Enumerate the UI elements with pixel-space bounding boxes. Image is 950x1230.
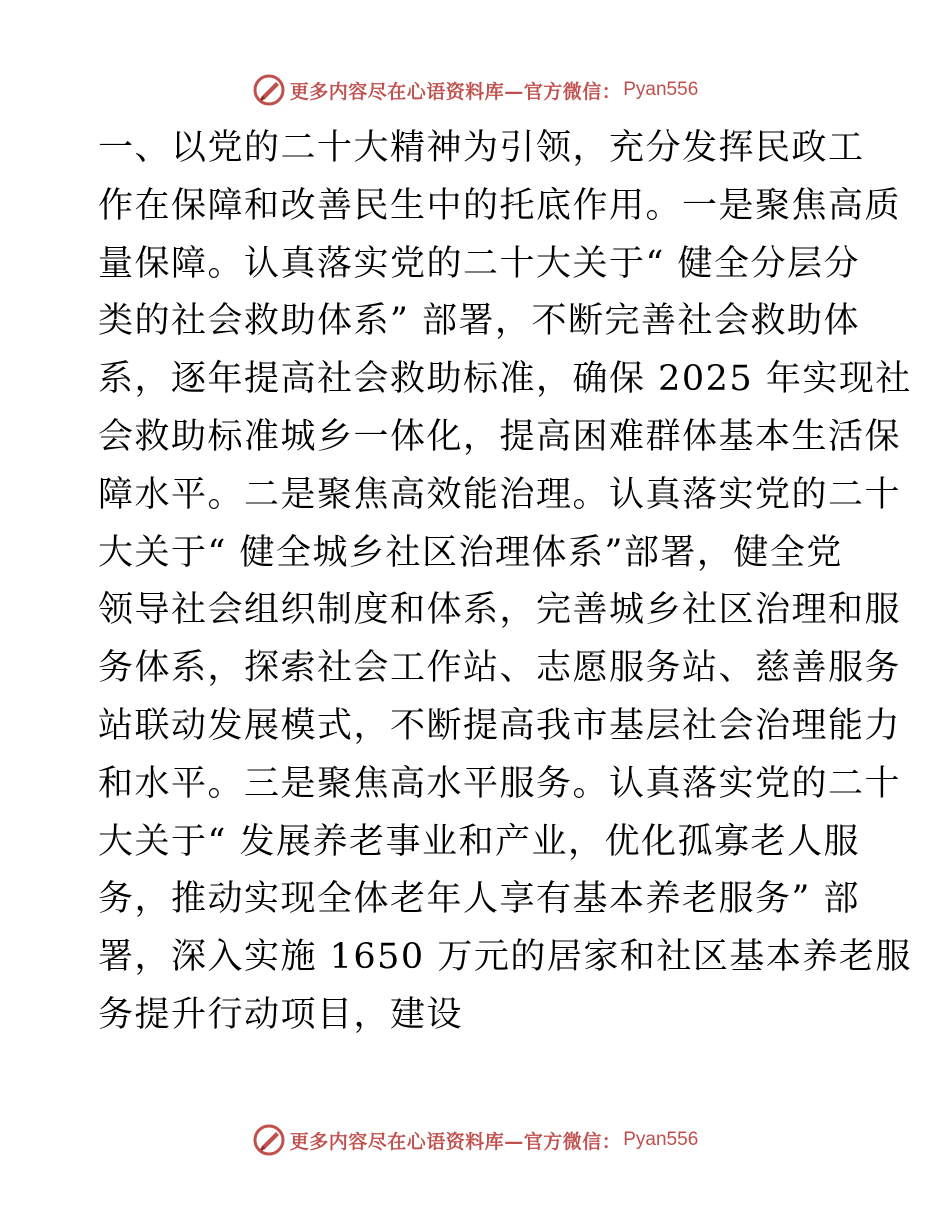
body-line: 量保障。认真落实党的二十大关于“ 健全分层分 [98,243,861,284]
body-line: 类的社会救助体系” 部署，不断完善社会救助体 [98,301,861,342]
watermark-text: 更多内容尽在心语资料库—官方微信： [289,80,622,103]
body-line: 领导社会组织制度和体系，完善城乡社区治理和服 [98,590,902,631]
footer-watermark [0,1120,950,1160]
logo-icon [252,1123,286,1157]
watermark-text: 更多内容尽在心语资料库—官方微信： [289,1130,622,1153]
body-line: 站联动发展模式，不断提高我市基层社会治理能力 [98,705,902,746]
body-line: 会救助标准城乡一体化，提高困难群体基本生活保 [98,416,902,457]
watermark-wechat-id: Pyan556 [623,1129,699,1150]
body-line: 障水平。二是聚焦高效能治理。认真落实党的二十 [98,474,902,515]
header-watermark [0,70,950,110]
watermark-wechat-id: Pyan556 [623,79,699,100]
body-line: 系，逐年提高社会救助标准，确保 2025 年实现社 [98,359,912,400]
body-line: 务提升行动项目，建设 [98,994,464,1035]
document-body [98,120,912,1045]
body-line: 大关于“ 发展养老事业和产业，优化孤寡老人服 [98,821,861,862]
body-line: 一、以党的二十大精神为引领，充分发挥民政工 [98,128,865,168]
body-line: 作在保障和改善民生中的托底作用。一是聚焦高质 [98,185,902,226]
body-line: 大关于“ 健全城乡社区治理体系”部署，健全党 [98,532,843,573]
body-line: 务，推动实现全体老年人享有基本养老服务” 部 [98,879,861,920]
body-line: 署，深入实施 1650 万元的居家和社区基本养老服 [98,937,912,978]
logo-icon [252,73,286,107]
body-line: 务体系，探索社会工作站、志愿服务站、慈善服务 [98,648,902,689]
body-line: 和水平。三是聚焦高水平服务。认真落实党的二十 [98,763,902,804]
